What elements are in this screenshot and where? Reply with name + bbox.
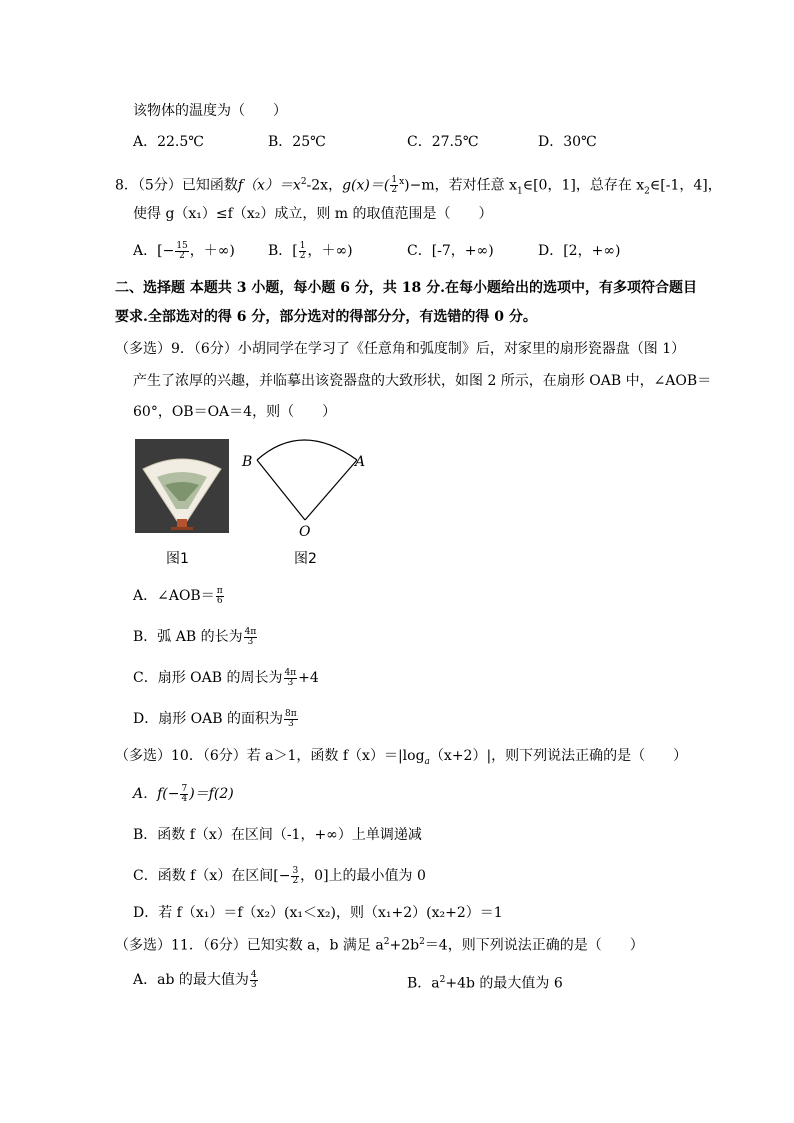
q9-stem-line2: 产生了浓厚的兴趣，并临摹出该瓷器盘的大致形状，如图 2 所示，在扇形 OAB 中，∠AOB＝ [133, 373, 712, 389]
q8-options [133, 241, 733, 261]
label-a: A [355, 454, 366, 470]
q7-option-d: D．30℃ [538, 134, 597, 150]
section2-heading-line2: 要求.全部选对的得 6 分，部分选对的得部分分，有选错的得 0 分。 [115, 309, 537, 325]
sector-arc [257, 440, 357, 460]
q8-stem-text: -2x， [306, 177, 343, 194]
q8-exponent: 2 [300, 177, 307, 187]
q11-stem: （多选）11．（6分）已知实数 a，b 满足 $a^2+2b^2=4$，则下列说法正确的是（ ） [115, 937, 644, 954]
q8-stem-text: 8．（5分）已知函数 [115, 177, 238, 194]
fig1-caption: 图1 [166, 551, 189, 567]
q8-g-exponent: x [399, 177, 405, 187]
section2-heading-line1: 二、选择题 本题共 3 小题，每小题 6 分，共 18 分.在每小题给出的选项中，有多项符合题目 [115, 280, 697, 296]
q11-option-a: A．ab 的最大值为 $\frac{4}{3}$ [133, 969, 257, 990]
q8-stem-line1 [115, 172, 722, 201]
label-b: B [242, 454, 253, 470]
q8-f-def: f（x）＝x [237, 177, 301, 194]
q9-stem-line1: （多选）9．（6分）小胡同学在学习了《任意角和弧度制》后，对家里的扇形瓷器盘（图 1） [115, 341, 686, 357]
q8-option-d: D．[2，+∞) [538, 243, 621, 259]
q8-stem-text: )−m，若对任意 x [404, 177, 517, 194]
q10-option-a: A．f(− $\frac{7}{4}$ )＝f(2) [133, 783, 234, 804]
q9-option-c: C．扇形 OAB 的周长为 $\frac{4\pi}{3}$ +4 [133, 667, 319, 688]
q8-subscript: 1 [516, 186, 523, 197]
radius-ob [257, 460, 305, 520]
q7-options [133, 132, 733, 152]
q8-g-def: g(x)＝( [342, 177, 390, 194]
fig2-caption: 图2 [294, 551, 317, 567]
q10-stem: （多选）10．（6分）若 a＞1，函数 $f(x)=|\log_a(x+2)|$，则下列说法正确的是（ ） [115, 748, 688, 767]
q8-subscript: 2 [644, 186, 650, 197]
q7-option-a: A．22.5℃ [133, 134, 204, 150]
q8-option-c: C．[-7，+∞) [407, 243, 494, 259]
q10-option-c: C．函数 f（x）在区间[− $\frac{3}{2}$ ，0]上的最小值为 0 [133, 865, 426, 886]
q8-stem-line2: 使得 g（x₁）≤f（x₂）成立，则 m 的取值范围是（ ） [133, 206, 493, 222]
q9-stem-line3: 60°，OB＝OA＝4，则（ ） [133, 404, 337, 420]
sector-oab-diagram [240, 436, 375, 540]
q8-g-fraction: $\frac{1}{2}$ [391, 175, 398, 196]
q9-option-b: B．弧 AB 的长为 $\frac{4\pi}{3}$ [133, 626, 257, 647]
q11-options [133, 970, 733, 990]
q7-stem-tail: 该物体的温度为（ ） [133, 103, 287, 119]
q10-option-d: D．若 f（x₁）＝f（x₂）(x₁＜x₂)，则（x₁+2）(x₂+2）＝1 [133, 905, 503, 921]
label-o: O [299, 524, 311, 540]
q11-option-b: B．$a^2+4b$ 的最大值为 6 [407, 975, 563, 992]
q7-option-b: B．25℃ [268, 134, 326, 150]
q10-option-b: B．函数 f（x）在区间（-1，+∞）上单调递减 [133, 827, 422, 843]
radius-oa [305, 460, 357, 520]
q7-option-c: C．27.5℃ [407, 134, 479, 150]
q9-option-d: D．扇形 OAB 的面积为 $\frac{8\pi}{3}$ [133, 708, 297, 729]
q8-stem-text: ∈[-1，4]， [649, 177, 722, 194]
q8-option-a: A．[− $\frac{15}{2}$ ，＋∞) [133, 240, 235, 261]
q9-option-a: A．∠AOB＝ $\frac{\pi}{6}$ [133, 585, 223, 606]
fan-plate-photo [135, 439, 229, 533]
q8-stem-text: ∈[0，1]，总存在 x [522, 177, 645, 194]
q8-option-b: B．[ $\frac{1}{2}$ ，＋∞) [268, 240, 353, 261]
